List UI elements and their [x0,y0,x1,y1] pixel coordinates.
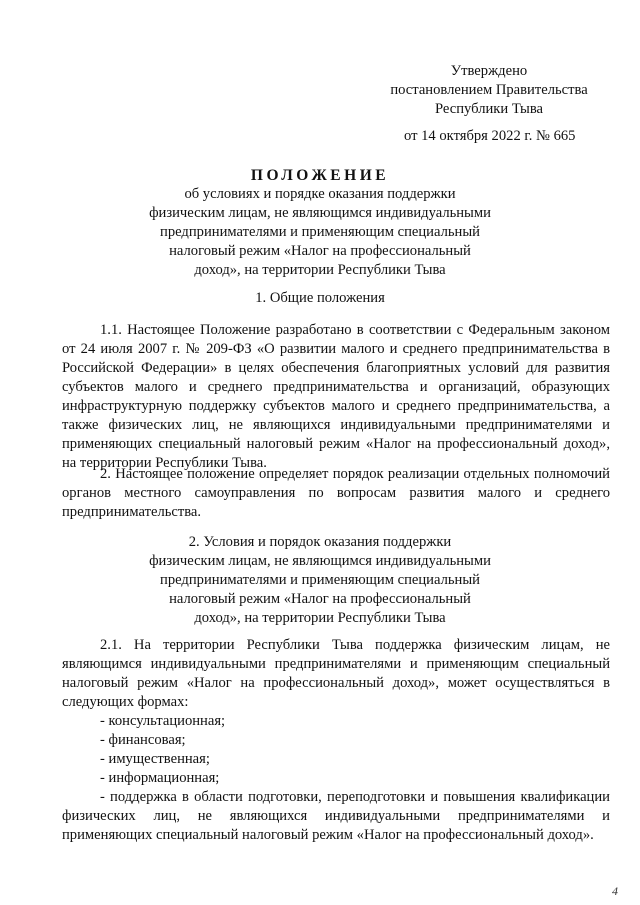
support-forms-list [62,712,610,845]
list-item: - финансовая; [100,732,186,748]
title-line: об условиях и порядке оказания поддержки [184,186,456,202]
section-heading-line: 2. Условия и порядок оказания поддержки [188,534,452,550]
approval-line: постановлением Правительства [390,82,588,98]
title-line: налоговый режим «Налог на профессиональный [169,243,471,259]
approval-stamp [384,62,594,119]
list-item: - имущественная; [100,751,210,767]
title-line: физическим лицам, не являющимся индивидуальными [149,205,491,221]
section-heading-line: предпринимателями и применяющим специальный [160,572,480,588]
approval-date: от 14 октября 2022 г. № 665 [404,128,576,144]
paragraph-2: 2. Настоящее положение определяет порядок реализации отдельных полномочий органов местного самоуправления по вопросам развития малого и среднего предпринимательства. [62,466,610,520]
section-heading-line: физическим лицам, не являющимся индивидуальными [149,553,491,569]
section-1-heading: 1. Общие положения [255,290,385,306]
paragraph-2-1: 2.1. На территории Республики Тыва поддержка физическим лицам, не являющимся индивидуальными предпринимателями и применяющим специальный налоговый режим «Налог на профессиональный доход», может осуществляться в следующих формах: [62,637,610,710]
approval-line: Утверждено [450,63,528,79]
title-heading: ПОЛОЖЕНИЕ [250,167,390,184]
list-item: - консультационная; [100,713,226,729]
page-mark: 4 [612,884,618,898]
list-item: - информационная; [100,770,220,786]
title-line: доход», на территории Республики Тыва [194,262,446,278]
section-2-heading [100,533,540,628]
section-heading-line: доход», на территории Республики Тыва [194,610,446,626]
title-line: предпринимателями и применяющим специальный [160,224,480,240]
document-title [100,166,540,280]
section-heading-line: налоговый режим «Налог на профессиональный [169,591,471,607]
approval-line: Республики Тыва [434,101,544,117]
paragraph-1-1: 1.1. Настоящее Положение разработано в соответствии с Федеральным законом от 24 июля 2007 г. № 209-ФЗ «О развитии малого и среднего предпринимательства в Российской Федерации» в целях обеспечения благоприятных условий для развития субъектов малого и среднего предпринимательства и организаций, образующих инфраструктурную поддержку субъектов малого и среднего предпринимательства, а также физических лиц, не являющихся индивидуальными предпринимателями и применяющих специальный налоговый режим «Налог на профессиональный доход», на территории Республики Тыва. [62,322,610,471]
list-item: - поддержка в области подготовки, переподготовки и повышения квалификации физических лиц, не являющихся индивидуальными предпринимателями и применяющих специальный налоговый режим «Налог на профессиональный доход». [62,789,610,843]
